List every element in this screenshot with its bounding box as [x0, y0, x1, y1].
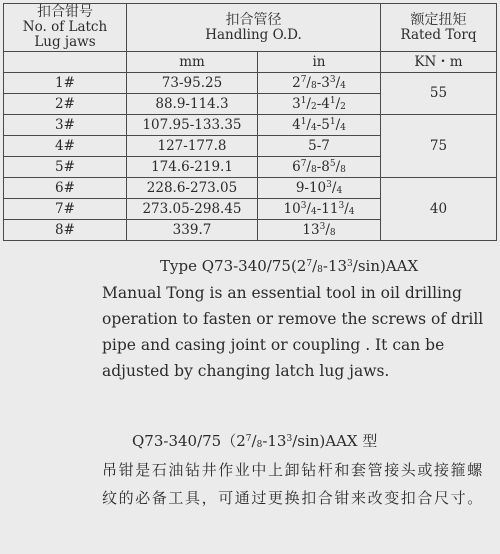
- unit-torque: KN・m: [381, 52, 497, 73]
- jaw-no: 1#: [4, 73, 127, 94]
- table-row: [4, 73, 497, 94]
- od-in: $9-10^3/_4$: [258, 178, 381, 199]
- od-in: $6^7/_8-8^5/_8$: [258, 157, 381, 178]
- jaw-no: 4#: [4, 136, 127, 157]
- od-mm: 73-95.25: [127, 73, 258, 94]
- header-handling-od: [127, 4, 381, 52]
- jaw-no: 6#: [4, 178, 127, 199]
- english-description: Manual Tong is an essential tool in oil drilling operation to fasten or remove the screws of drill pipe and casing joint or coupling . It can be adjusted by changing latch lug jaws.: [102, 284, 484, 380]
- header-rated-torq: [381, 4, 497, 52]
- table-row: [4, 178, 497, 199]
- jaw-no: 7#: [4, 199, 127, 220]
- header-jaw-no: [4, 4, 127, 52]
- od-in: $4^1/_4-5^1/_4$: [258, 115, 381, 136]
- english-title: Type $Q73-340/75(2^7/_8-13^3/\sin)AAX$: [160, 257, 419, 275]
- torque-cell: 40: [381, 178, 497, 241]
- unit-in: in: [258, 52, 381, 73]
- table-header-row: [4, 4, 497, 52]
- od-mm: 339.7: [127, 220, 258, 241]
- header-rated-torq-cn: 额定扭矩: [410, 11, 467, 28]
- header-handling-od-cn: 扣合管径: [225, 11, 282, 28]
- unit-mm: mm: [127, 52, 258, 73]
- od-mm: 127-177.8: [127, 136, 258, 157]
- header-jaw-no-en-1: No. of Latch: [22, 19, 108, 35]
- od-mm: 228.6-273.05: [127, 178, 258, 199]
- jaw-no: 3#: [4, 115, 127, 136]
- od-in: $10^3/_4-11^3/_4$: [258, 199, 381, 220]
- units-row: [4, 52, 497, 73]
- jaw-no: 8#: [4, 220, 127, 241]
- od-in: $3^1/_2-4^1/_2$: [258, 94, 381, 115]
- jaw-no: 2#: [4, 94, 127, 115]
- jaw-no: 5#: [4, 157, 127, 178]
- header-handling-od-en: Handling O.D.: [205, 26, 302, 43]
- od-mm: 107.95-133.35: [127, 115, 258, 136]
- table-row: [4, 115, 497, 136]
- od-mm: 88.9-114.3: [127, 94, 258, 115]
- od-mm: 273.05-298.45: [127, 199, 258, 220]
- od-in: $13^3/_8$: [258, 220, 381, 241]
- od-mm: 174.6-219.1: [127, 157, 258, 178]
- header-jaw-no-en-2: Lug jaws: [34, 34, 96, 50]
- od-in: $2^7/_8-3^3/_4$: [258, 73, 381, 94]
- spec-table: [3, 3, 497, 241]
- header-rated-torq-en: Rated Torq: [400, 26, 477, 43]
- od-in: 5-7: [258, 136, 381, 157]
- torque-cell: 75: [381, 115, 497, 178]
- units-empty-cell: [4, 52, 127, 73]
- header-jaw-no-cn: 扣合钳号: [37, 4, 93, 20]
- chinese-title: $Q73-340/75(2^7/_8-13^3/\sin)AAX$ 型: [132, 432, 378, 450]
- chinese-description: 吊钳是石油钻井作业中上卸钻杆和套管接头或接箍螺纹的必备工具，可通过更换扣合钳来改变扣合尺寸。: [102, 461, 484, 507]
- torque-cell: 55: [381, 73, 497, 115]
